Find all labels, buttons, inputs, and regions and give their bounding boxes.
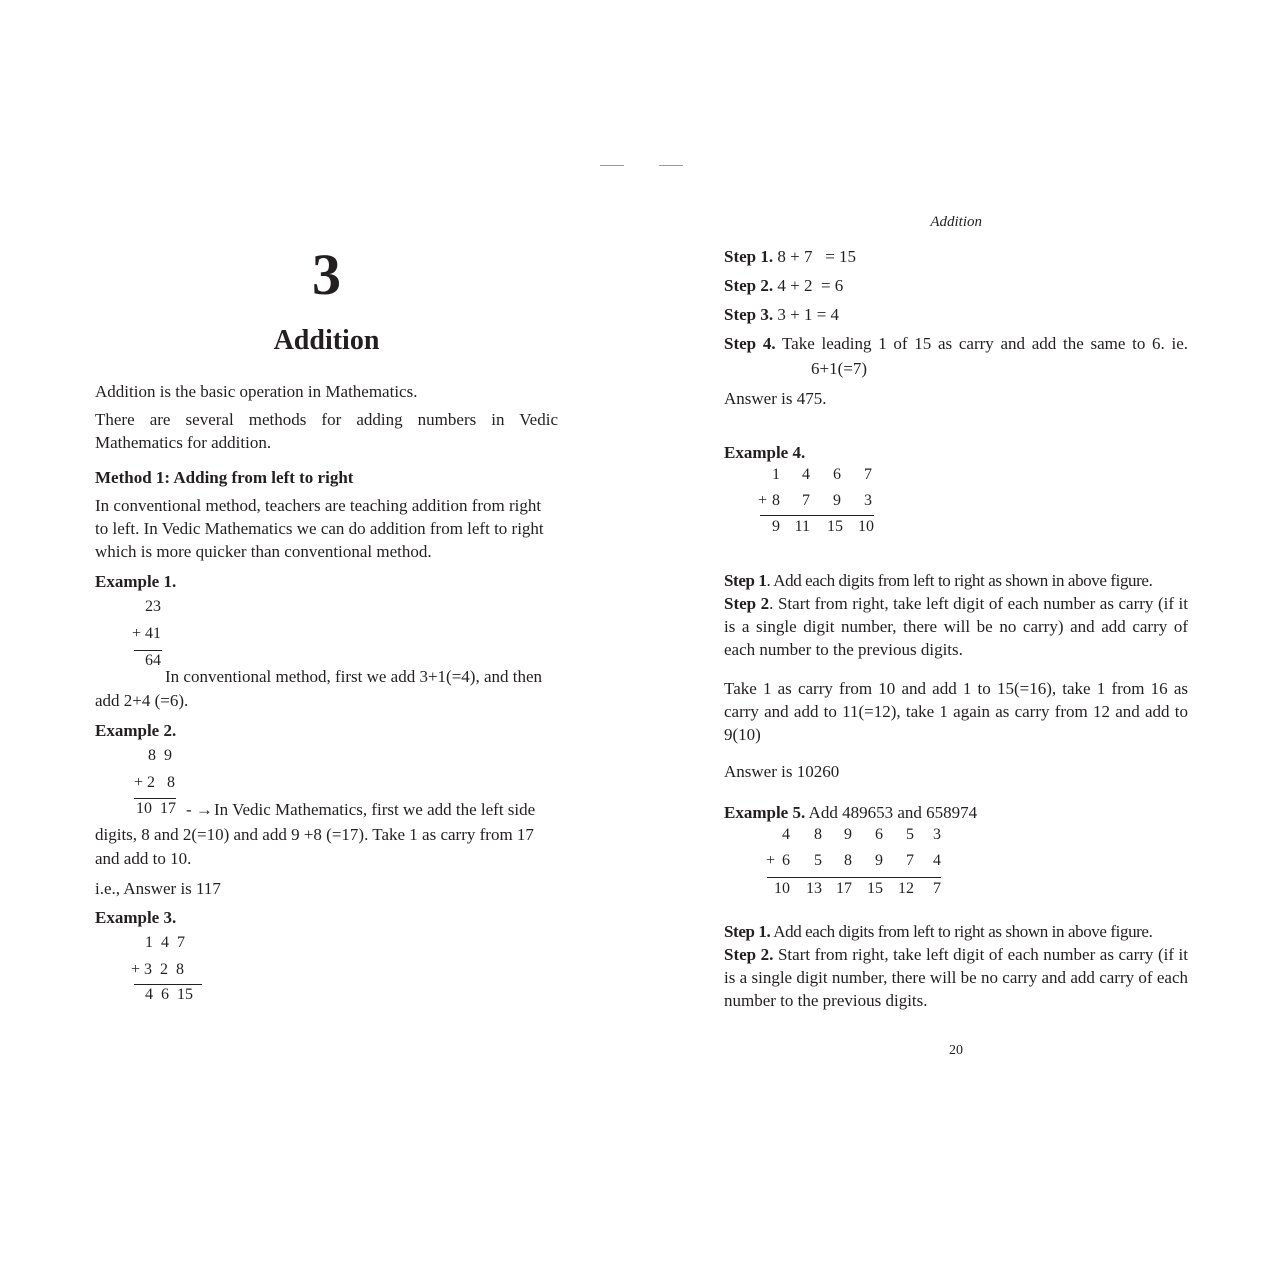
digit: 4 — [933, 852, 941, 869]
digit: 3 — [933, 826, 941, 843]
step-row — [724, 303, 839, 326]
example1-result: 64 — [145, 652, 161, 669]
digit: 15 — [867, 880, 883, 897]
digit: 7 — [802, 492, 810, 509]
step-label: Step 1. — [724, 922, 771, 941]
step-row — [724, 332, 1188, 355]
digit: 7 — [906, 852, 914, 869]
digit: 10 — [774, 880, 790, 897]
digit: 5 — [906, 826, 914, 843]
digit: 6 — [833, 466, 841, 483]
step-text: 3 + 1 = 4 — [777, 305, 840, 324]
digit: 6 — [782, 852, 790, 869]
example2-heading: Example 2. — [95, 721, 177, 740]
example3-heading: Example 3. — [95, 908, 177, 927]
chapter-number: 3 — [312, 242, 341, 307]
digit: 4 — [782, 826, 790, 843]
example5-heading-row — [724, 801, 977, 824]
step-text: 8 + 7 = 15 — [777, 247, 857, 266]
digit: 12 — [898, 880, 914, 897]
step-text: 4 + 2 = 6 — [777, 276, 844, 295]
step-label: Step 4. — [724, 334, 776, 353]
example1-heading: Example 1. — [95, 572, 177, 591]
digit: 13 — [806, 880, 822, 897]
top-rule-left — [600, 165, 624, 166]
plus-sign: + — [765, 852, 775, 869]
digit: 4 — [802, 466, 810, 483]
top-rule-right — [659, 165, 683, 166]
digit: 8 — [772, 492, 780, 509]
digit: 9 — [772, 518, 780, 535]
digit: 17 — [836, 880, 852, 897]
intro-paragraph-2: There are several methods for adding numbers in Vedic Mathematics for addition. — [95, 410, 558, 452]
method1-heading: Method 1: Adding from left to right — [95, 468, 354, 487]
step-row — [724, 245, 856, 268]
example2-answer: i.e., Answer is 117 — [95, 879, 221, 898]
example3-addend-1: 1 4 7 — [145, 934, 185, 951]
step-text: . Start from right, take left digit of each number as carry (if it is a single digit number, there will be no carry) and add carry of each number to the previous digits. — [724, 594, 1188, 659]
example1-sum-rule — [134, 650, 162, 651]
example5-result — [724, 880, 954, 902]
example4-addend-1 — [724, 466, 884, 488]
example2-addend-1: 8 9 — [148, 747, 172, 764]
digit: 9 — [875, 852, 883, 869]
step-row — [724, 274, 843, 297]
example1-text-line2: add 2+4 (=6). — [95, 691, 189, 710]
example5-addend-1 — [724, 826, 954, 848]
example2-text-line1: In Vedic Mathematics, first we add the left side — [214, 800, 536, 819]
example2-sum-rule — [134, 798, 176, 799]
running-header: Addition — [930, 214, 982, 230]
example3-sum-rule — [134, 984, 202, 985]
example2-text-line2: digits, 8 and 2(=10) and add 9 +8 (=17). Take 1 as carry from 17 — [95, 825, 534, 844]
example5-heading-text: Add 489653 and 658974 — [805, 803, 978, 822]
method1-paragraph: In conventional method, teachers are teaching addition from right to left. In Vedic Mathematics we can do addition from left to right which is more quicker than conventional method. — [95, 496, 544, 561]
digit: 9 — [833, 492, 841, 509]
example2-text-line3: and add to 10. — [95, 849, 192, 868]
example4-heading: Example 4. — [724, 443, 806, 462]
example1-addend-1: 23 — [145, 598, 161, 615]
digit: 9 — [844, 826, 852, 843]
digit: 8 — [844, 852, 852, 869]
digit: 10 — [858, 518, 874, 535]
example5-heading: Example 5. — [724, 803, 806, 822]
example4-addend-2 — [724, 492, 884, 514]
example4-step2 — [724, 592, 1188, 661]
digit: 6 — [875, 826, 883, 843]
plus-sign: + — [757, 492, 767, 509]
step-label: Step 2. — [724, 276, 774, 295]
digit: 3 — [864, 492, 872, 509]
chapter-title: Addition — [273, 325, 380, 356]
example5-step1 — [724, 920, 1188, 943]
digit: 5 — [814, 852, 822, 869]
intro-paragraph-1: Addition is the basic operation in Mathematics. — [95, 382, 418, 401]
step-text: . Add each digits from left to right as shown in above figure. — [766, 571, 1153, 590]
step-label: Step 1 — [724, 571, 767, 590]
step-label: Step 1. — [724, 247, 774, 266]
example3-result: 4 6 15 — [145, 986, 193, 1003]
example4-carry-paragraph: Take 1 as carry from 10 and add 1 to 15(=16), take 1 from 16 as carry and add to 11(=12), take 1 again as carry from 12 and add to 9(10) — [724, 679, 1188, 744]
digit: 11 — [794, 518, 810, 535]
digit: 7 — [864, 466, 872, 483]
step-text: Take leading 1 of 15 as carry and add the same to 6. ie. — [781, 334, 1188, 353]
digit: 8 — [814, 826, 822, 843]
digit: 1 — [772, 466, 780, 483]
example1-text-line1: In conventional method, first we add 3+1(=4), and then — [165, 667, 543, 686]
step-label: Step 2 — [724, 594, 770, 613]
example5-addend-2 — [724, 852, 954, 874]
example5-sum-rule — [767, 877, 941, 878]
example2-result: 10 17 — [136, 800, 176, 817]
example4-step1 — [724, 569, 1188, 592]
step4-continuation: 6+1(=7) — [811, 359, 867, 378]
page-number: 20 — [949, 1043, 963, 1058]
step-text: Start from right, take left digit of each number as carry (if it is a single digit number, there will be no carry and add carry of each number to the previous digits. — [724, 945, 1188, 1010]
digit: 7 — [933, 880, 941, 897]
example5-step2 — [724, 943, 1188, 1012]
step-text: Add each digits from left to right as shown in above figure. — [770, 922, 1153, 941]
example3-addend-2: + 3 2 8 — [131, 961, 185, 978]
example4-sum-rule — [760, 515, 874, 516]
arrow-icon: - → — [186, 800, 213, 819]
digit: 15 — [827, 518, 843, 535]
example4-result — [724, 518, 884, 540]
step-label: Step 3. — [724, 305, 774, 324]
example1-addend-2: + 41 — [132, 625, 162, 642]
example4-answer: Answer is 10260 — [724, 762, 840, 781]
step-label: Step 2. — [724, 945, 774, 964]
example2-addend-2: + 2 8 — [134, 774, 176, 791]
example3-answer: Answer is 475. — [724, 389, 827, 408]
